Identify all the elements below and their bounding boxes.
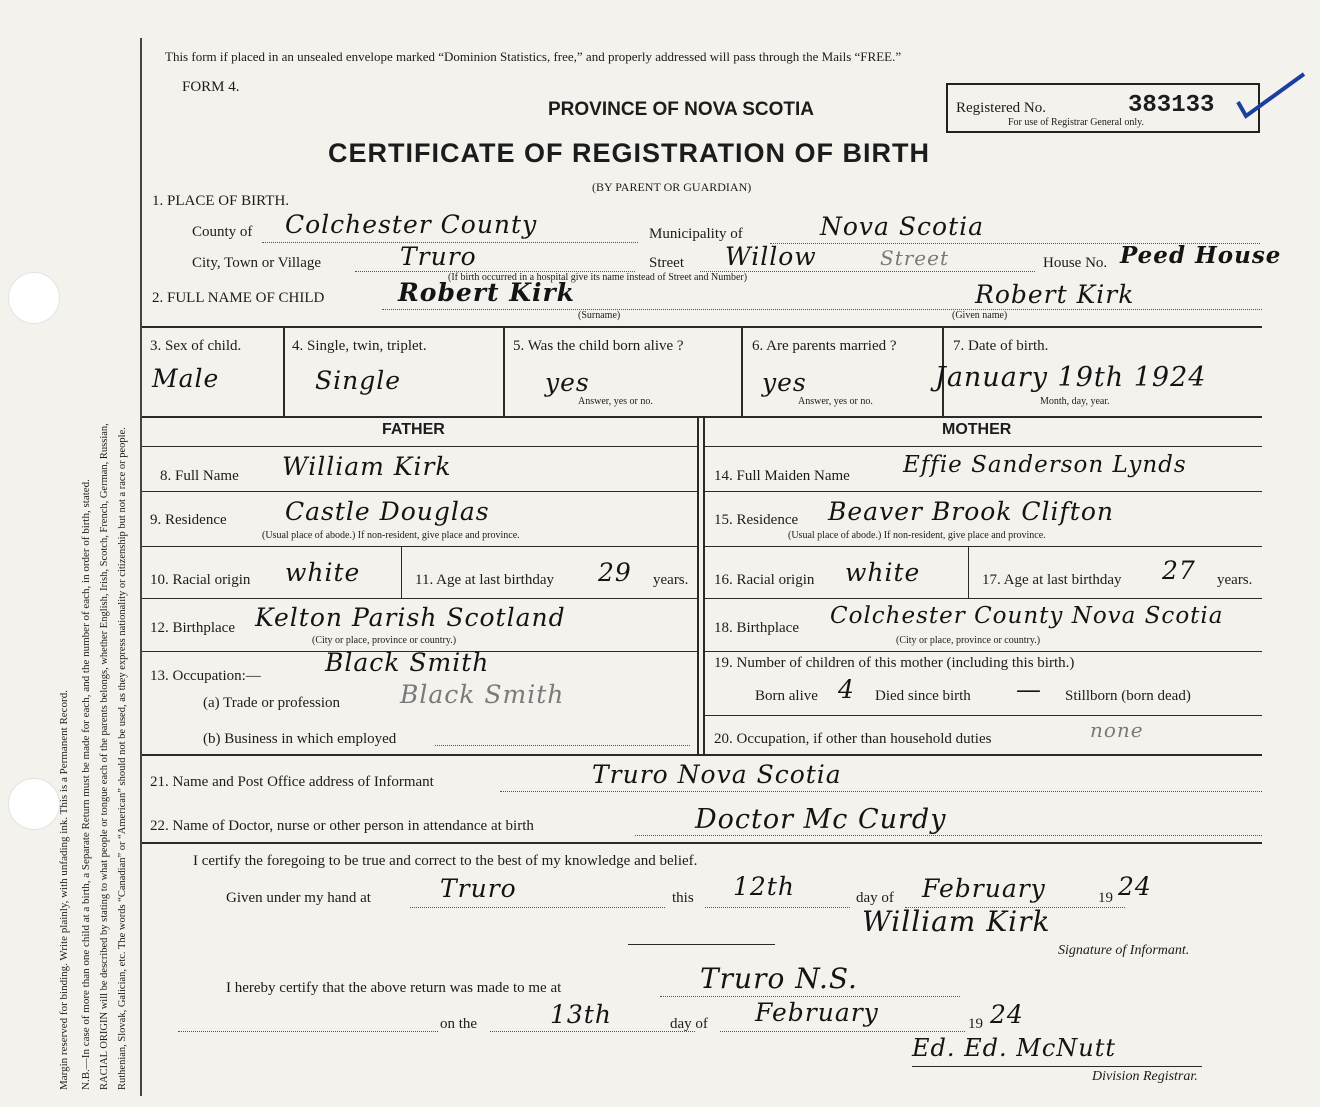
- checkmark-icon: [1232, 70, 1312, 130]
- mother-residence-caption: (Usual place of abode.) If non-resident, give place and province.: [788, 530, 1046, 541]
- alive-label: 5. Was the child born alive ?: [513, 338, 684, 354]
- mother-birthplace-caption: (City or place, province or country.): [896, 635, 1041, 646]
- doctor-value: Doctor Mc Curdy: [695, 804, 947, 835]
- father-age: 29: [598, 558, 632, 587]
- registrar-caption: Division Registrar.: [1092, 1069, 1198, 1084]
- registrar-place: Truro N.S.: [700, 962, 858, 995]
- street-extra: Street: [880, 246, 950, 270]
- mother-name-label: 14. Full Maiden Name: [714, 468, 850, 484]
- registrar-signature: Ed. Ed. McNutt: [912, 1034, 1117, 1062]
- mother-residence-label: 15. Residence: [714, 512, 799, 528]
- signature-caption: Signature of Informant.: [1058, 943, 1190, 958]
- year-value: 24: [1118, 872, 1152, 901]
- married-value: yes: [762, 368, 807, 397]
- died-value: —: [1016, 675, 1042, 704]
- registrar-day-of: day of: [670, 1016, 708, 1032]
- given-label: Given under my hand at: [226, 890, 371, 906]
- occupation-label: 13. Occupation:—: [150, 668, 261, 684]
- father-years: years.: [653, 572, 689, 588]
- father-residence-caption: (Usual place of abode.) If non-resident, give place and province.: [262, 530, 520, 541]
- surname-caption: (Surname): [578, 310, 621, 321]
- municipality-value: Nova Scotia: [820, 212, 985, 241]
- child-name-label: 2. FULL NAME OF CHILD: [152, 290, 325, 306]
- mother-years: years.: [1217, 572, 1253, 588]
- margin-rule: [140, 38, 142, 1096]
- stillborn-label: Stillborn (born dead): [1065, 688, 1191, 704]
- registrar-year-prefix: 19: [968, 1016, 983, 1032]
- on-the-label: on the: [440, 1016, 478, 1032]
- page-title: CERTIFICATE OF REGISTRATION OF BIRTH: [328, 138, 930, 168]
- envelope-note: This form if placed in an unsealed envelope marked “Dominion Statistics, free,” and properly addressed will pass through the Mails “FREE.”: [165, 49, 902, 64]
- margin-note-2: N.B.—In case of more than one child at a birth, a Separate Return must be made for each, and the number of each, in order of birth, stated.: [80, 479, 92, 1090]
- occupation-value: Black Smith: [325, 648, 490, 677]
- father-birthplace-caption: (City or place, province or country.): [312, 635, 457, 646]
- mother-age-label: 17. Age at last birthday: [982, 572, 1122, 588]
- month-value: February: [922, 874, 1046, 903]
- given-name-caption: (Given name): [952, 310, 1008, 321]
- doctor-label: 22. Name of Doctor, nurse or other person in attendance at birth: [150, 818, 534, 834]
- trade-label: (a) Trade or profession: [203, 695, 341, 711]
- binding-hole-bottom: [8, 778, 60, 830]
- informant-signature: William Kirk: [862, 905, 1051, 938]
- mother-occupation: none: [1090, 718, 1144, 742]
- margin-note-4: Ruthenian, Slovak, Galician, etc. The words “Canadian” or “American” should not be used, as they express nationality or citizenship but not a race or people.: [117, 427, 128, 1090]
- dob-value: January 19th 1924: [935, 362, 1207, 393]
- place-of-birth-label: 1. PLACE OF BIRTH.: [152, 193, 290, 209]
- dob-caption: Month, day, year.: [1040, 396, 1110, 407]
- registrar-note: For use of Registrar General only.: [1008, 117, 1144, 128]
- father-name: William Kirk: [282, 452, 452, 481]
- city-value: Truro: [400, 242, 477, 271]
- margin-note-1: Margin reserved for binding. Write plainly, with unfading ink. This is a Permanent Record.: [58, 690, 70, 1090]
- year-prefix: 19: [1098, 890, 1113, 906]
- county-label: County of: [192, 224, 253, 240]
- father-residence-label: 9. Residence: [150, 512, 227, 528]
- registrar-day: 13th: [550, 1000, 612, 1029]
- single-label: 4. Single, twin, triplet.: [292, 338, 427, 354]
- father-race-label: 10. Racial origin: [150, 572, 251, 588]
- house-label: House No.: [1043, 255, 1108, 271]
- sex-value: Male: [152, 364, 220, 393]
- sex-label: 3. Sex of child.: [150, 338, 242, 354]
- registrar-year: 24: [990, 1000, 1024, 1029]
- house-value: Peed House: [1120, 242, 1282, 269]
- children-label: 19. Number of children of this mother (including this birth.): [714, 655, 1075, 671]
- mother-header: MOTHER: [942, 421, 1012, 438]
- registered-label: Registered No.: [956, 100, 1046, 116]
- street-value: Willow: [725, 242, 817, 271]
- father-name-label: 8. Full Name: [160, 468, 239, 484]
- informant-label: 21. Name and Post Office address of Informant: [150, 774, 434, 790]
- this-label: this: [672, 890, 694, 906]
- street-label: Street: [649, 255, 684, 271]
- mother-age: 27: [1162, 556, 1196, 585]
- child-given-name: Robert Kirk: [975, 280, 1135, 309]
- day-value: 12th: [733, 872, 795, 901]
- page-subtitle: (BY PARENT OR GUARDIAN): [592, 180, 752, 194]
- alive-value: yes: [545, 368, 590, 397]
- dob-label: 7. Date of birth.: [953, 338, 1049, 354]
- trade-value: Black Smith: [400, 680, 565, 709]
- hospital-note: (If birth occurred in a hospital give its name instead of Street and Number): [448, 272, 748, 283]
- father-race: white: [285, 558, 361, 587]
- city-label: City, Town or Village: [192, 255, 322, 271]
- mother-race-label: 16. Racial origin: [714, 572, 815, 588]
- margin-note-3: RACIAL ORIGIN will be described by stating to what people or tongue each of the parents belongs, whether English, Irish, Scotch, French, German, Russian,: [99, 423, 110, 1090]
- registrar-statement: I hereby certify that the above return was made to me at: [226, 980, 562, 996]
- business-label: (b) Business in which employed: [203, 731, 397, 747]
- mother-occupation-label: 20. Occupation, if other than household duties: [714, 731, 992, 747]
- binding-hole-top: [8, 272, 60, 324]
- father-header: FATHER: [382, 421, 445, 438]
- married-caption: Answer, yes or no.: [798, 396, 873, 407]
- registered-number: 383133: [1128, 92, 1215, 119]
- mother-birthplace-label: 18. Birthplace: [714, 620, 799, 636]
- mother-residence: Beaver Brook Clifton: [828, 497, 1114, 526]
- mother-race: white: [845, 558, 921, 587]
- day-of-label: day of: [856, 890, 894, 906]
- child-surname: Robert Kirk: [398, 278, 575, 307]
- father-birthplace: Kelton Parish Scotland: [255, 603, 566, 632]
- form-number: FORM 4.: [182, 79, 240, 95]
- certify-statement: I certify the foregoing to be true and correct to the best of my knowledge and belief.: [193, 853, 698, 869]
- mother-birthplace: Colchester County Nova Scotia: [830, 603, 1224, 629]
- registrar-month: February: [755, 998, 879, 1027]
- alive-caption: Answer, yes or no.: [578, 396, 653, 407]
- given-place: Truro: [440, 874, 517, 903]
- born-alive-value: 4: [838, 675, 855, 704]
- father-residence: Castle Douglas: [285, 497, 490, 526]
- father-age-label: 11. Age at last birthday: [415, 572, 554, 588]
- province-heading: PROVINCE OF NOVA SCOTIA: [548, 99, 815, 120]
- single-value: Single: [315, 366, 402, 395]
- county-value: Colchester County: [285, 210, 538, 239]
- municipality-label: Municipality of: [649, 226, 743, 242]
- married-label: 6. Are parents married ?: [752, 338, 897, 354]
- mother-name: Effie Sanderson Lynds: [903, 452, 1187, 478]
- died-label: Died since birth: [875, 688, 971, 704]
- father-birthplace-label: 12. Birthplace: [150, 620, 235, 636]
- informant-value: Truro Nova Scotia: [592, 760, 842, 789]
- born-alive-label: Born alive: [755, 688, 818, 704]
